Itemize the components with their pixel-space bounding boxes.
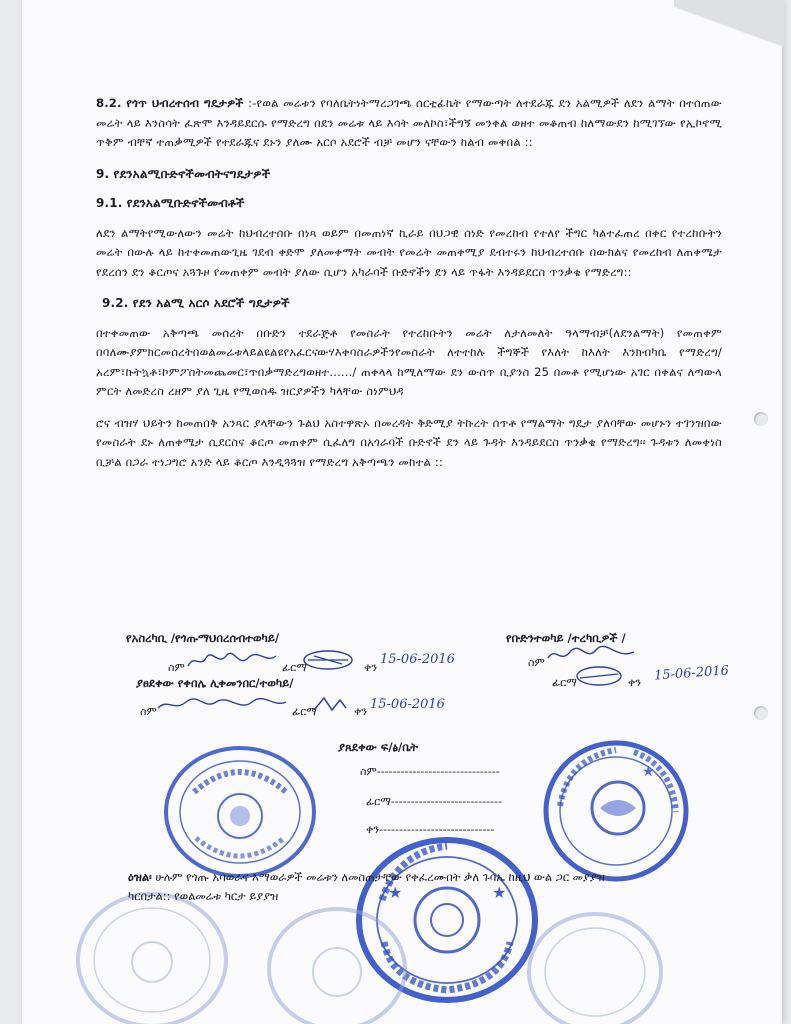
document-body <box>96 94 722 484</box>
svg-text:★: ★ <box>492 883 507 902</box>
group-stamp <box>538 736 694 886</box>
group-rep-label: የቡድንተወካይ /ተረካቢዎች / <box>506 631 626 645</box>
community-rep-label: የአስረካቢ /የጎጡማህበረሰብተወካይ/ <box>126 631 280 645</box>
community-date: 15-06-2016 <box>380 652 455 667</box>
closing-paragraph: ሮና ብዝሃ ህይትን ከመጠበቅ አንጻር ያላቸውን ጉልህ አስተዋጽኦ በመረዳት ቅድሚያ ትኩረት ሰጥቶ የማልማት ግዴታ ያለባቸው መሆኑን ተገንዝበው የመስራት ደኑ ለጠቀሜታ ሲደርስና ቆርጦ መጠቀም ሲፈለግ በአጎራባች ቡድኖች ደን ላይ ጉዳት እንዳይደርስ ጥንቃቄ የማድረግ፡፡ ጉዳቱን ለመቀነስ ቢቻል በጋራ ተነጋግሮ አንድ ላይ ቆርጦ እንዲጓጓዝ የማድረግ አቅጣጫን መከተል :: <box>96 415 722 469</box>
approval-office-label: ያጸደቀው ፍ/ፅ/ቤት <box>338 740 418 754</box>
faded-stamp-right <box>520 900 670 1024</box>
appendix-note <box>128 868 608 906</box>
group-sign-prefix: ፊርማ <box>552 676 577 689</box>
kebele-name-prefix: ስም <box>140 705 157 718</box>
section-9-2-heading: 9.2. የደን አልሚ አርሶ አደሮች ግዴታዎች <box>102 296 290 310</box>
kebele-name-signature <box>156 694 288 716</box>
section-9-heading: 9. የደንአልሚቡድኖችመብትናግዴታዎች <box>96 166 271 181</box>
approval-name-field: ስም------------------------------- <box>360 765 500 778</box>
appendix-note-label: ዕዝል፡ <box>128 870 152 884</box>
section-9-1-text: ለደን ልማትየሚውለውን መሬት ከህብረተሰቡ በነጻ ወይም በመጠነኛ ኪራይ በህጋዊ ሰነድ የመረከብ የተለየ ችግር ካልተፈጠረ በቀር የተረከቡትን መሬት በውሉ ላይ ከተቀመጠውጊዜ ገደብ ቀድሞ ያለመቀማት መብት የመሬት መጠቀሚያ ደብተሩን ከህብረተሰቡ በውክልና የመረከብ ለጠቀሜታ የደረሰን ደን ቆርጦና አጓጉዞ የመጠቀም መብት ያለው ሲሆን አካራባች ቡድኖችን ደን ላይ ጥፋት እንዳይደርስ ጥንቃቄ የማድረግ:: <box>96 225 722 279</box>
section-8-2-text: :-የወል መሬቱን የባለቤትነትማረጋገጫ ሰርቲፊኬት የማውጣት ለተደራጁ ደን አልሚዎች ለደን ልማት በተሰጠው መሬት ላይ እንስሳት ፈጽሞ እንዳይደርሱ የማድረግ በደን መሬቱ ላይ እሳት መለኮስ፣ችግኝ መንቀል ወዘተ መቆጠብ ከለማውደን ከሚገኘው የኢኮኖሚ ጥቅም ብቸኛ ተጠቃሚዎች የተደራጁና ደኑን ያለሙ አርሶ አደሮች ብቻ መሆን ናቸውን ከልብ መቀበል :: <box>96 96 722 149</box>
kebele-sign-prefix: ፊርማ <box>292 705 317 718</box>
group-signature-mark <box>572 664 626 688</box>
approval-date-field: ቀን----------------------------- <box>366 823 495 836</box>
section-9-1-heading: 9.1. የደንአልሚቡድኖችመብቶች <box>96 196 245 210</box>
folded-corner <box>674 0 784 58</box>
section-9-2-text: በተቀመጠው አቅጣጫ መሰረት በቡድን ተደራጅቶ የመስራት የተረከቡትን መሬት ለታለመለት ዓላማብቻ(ለደንልማት) የመጠቀም በባለሙያምክርመሰረትበወልመሬቱላይልዩልዩየአፈርናውሃእቀባስራዎችንየመስራት ለተተከሉ ችግኞች የእለት ከእለት እንክብካቤ የማድረግ/አረም፣ኩትኳቶ፣ኮምፖስትመጨመር፣ጥበቃማድረግወዘተ....../ ጠቀላላ ከሚለማው ደን ውስጥ ቢያንስ 25 በመቶ የሚሆነው አገር በቀልና ለጣውላ ምርት ለመድረስ ረዘም ያለ ጊዜ የሚወስዱ ዝርያዎችን ካላቸው ስነምህዳ <box>96 325 722 398</box>
kebele-rep-label: ያፀደቀው የቀበሌ ሊቀመንበር/ተወካይ/ <box>136 676 294 690</box>
punch-hole-top <box>754 412 768 426</box>
kebele-stamp <box>160 742 320 882</box>
group-name-prefix: ስም <box>528 656 545 669</box>
community-date-prefix: ቀን <box>364 661 378 674</box>
group-date: 15-06-2016 <box>653 663 730 684</box>
section-8-2 <box>96 94 722 153</box>
community-signature-mark <box>300 648 356 672</box>
community-name-prefix: ስም <box>168 661 185 674</box>
kebele-date: 15-06-2016 <box>370 697 445 712</box>
svg-text:★: ★ <box>642 764 655 780</box>
appendix-note-text: ሁሉም የጎጡ አባወራና እማወራዎች መሬቱን ለመስጠታቸው የቀፈረሙበት ቃለ ጉባኤ ከዚህ ውል ጋር መያያዝ ካርበታል:: የወልመሬቱ ካርታ ይያያዝ <box>128 870 605 903</box>
community-name-signature <box>186 650 278 672</box>
kebele-signature-mark <box>310 694 350 716</box>
kebele-date-prefix: ቀን <box>354 705 368 718</box>
community-sign-prefix: ፊርማ <box>282 661 307 674</box>
svg-text:★: ★ <box>388 883 403 902</box>
faded-stamp-center <box>262 894 412 1024</box>
section-8-2-heading: 8.2. የጎጥ ህብረተሰብ ግዴታዎች <box>96 96 244 110</box>
group-name-signature <box>546 644 636 666</box>
punch-hole-bottom <box>754 706 768 720</box>
group-date-prefix: ቀን <box>628 676 642 689</box>
approval-sign-field: ፊርማ---------------------------- <box>366 795 502 808</box>
